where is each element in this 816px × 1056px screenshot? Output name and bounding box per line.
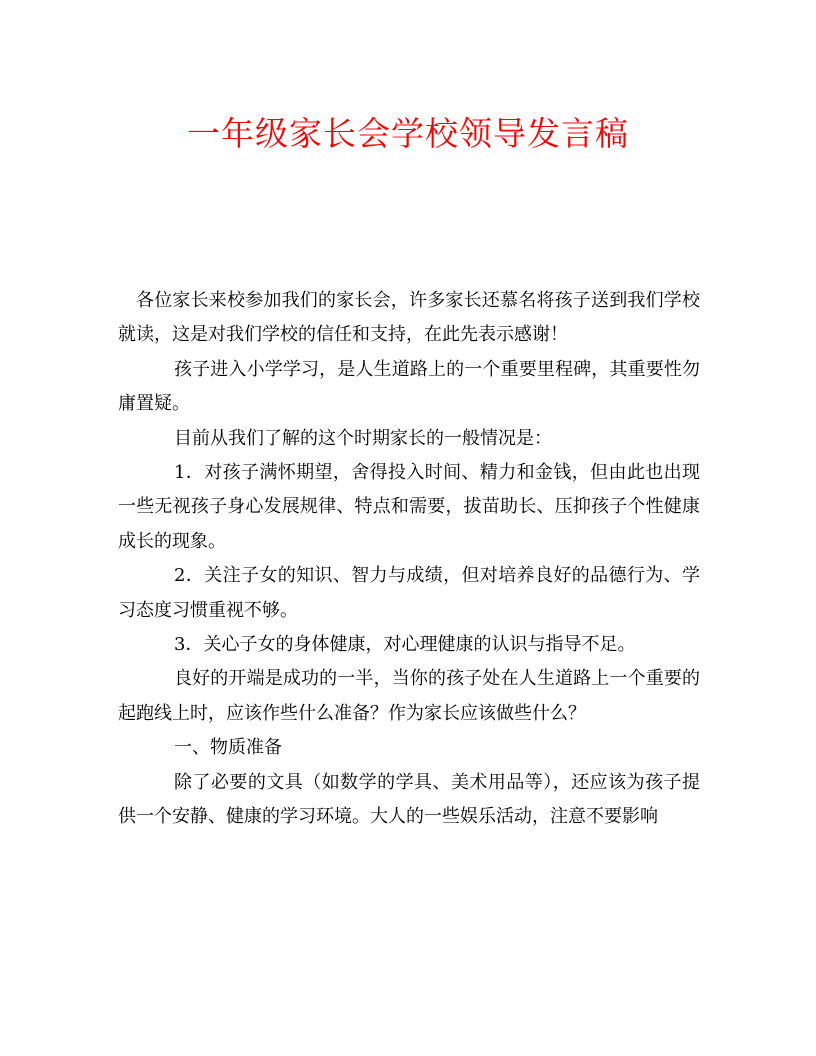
paragraph-point-1: 1．对孩子满怀期望，舍得投入时间、精力和金钱，但由此也出现一些无视孩子身心发展规律、特点和需要，拔苗助长、压抑孩子个性健康成长的现象。 (118, 462, 700, 552)
paragraph-point-3: 3．关心子女的身体健康，对心理健康的认识与指导不足。 (174, 634, 636, 656)
paragraph-situation-intro: 目前从我们了解的这个时期家长的一般情况是： (174, 427, 552, 449)
paragraph-greeting: 各位家长来校参加我们的家长会，许多家长还慕名将孩子送到我们学校就读，这是对我们学校的信任和支持，在此先表示感谢！ (118, 290, 700, 346)
section-heading-material: 一、物质准备 (174, 737, 282, 759)
document-body (118, 284, 700, 835)
paragraph-milestone: 孩子进入小学学习，是人生道路上的一个重要里程碑，其重要性勿庸置疑。 (118, 358, 700, 415)
paragraph-good-start: 良好的开端是成功的一半，当你的孩子处在人生道路上一个重要的起跑线上时，应该作些什么准备？作为家长应该做些什么？ (118, 668, 700, 724)
document-title: 一年级家长会学校领导发言稿 (187, 114, 629, 153)
paragraph-material-prep: 除了必要的文具（如数学的学具、美术用品等），还应该为孩子提供一个安静、健康的学习环境。大人的一些娱乐活动，注意不要影响 (118, 771, 700, 828)
paragraph-point-2: 2．关注子女的知识、智力与成绩，但对培养良好的品德行为、学习态度习惯重视不够。 (118, 565, 700, 621)
